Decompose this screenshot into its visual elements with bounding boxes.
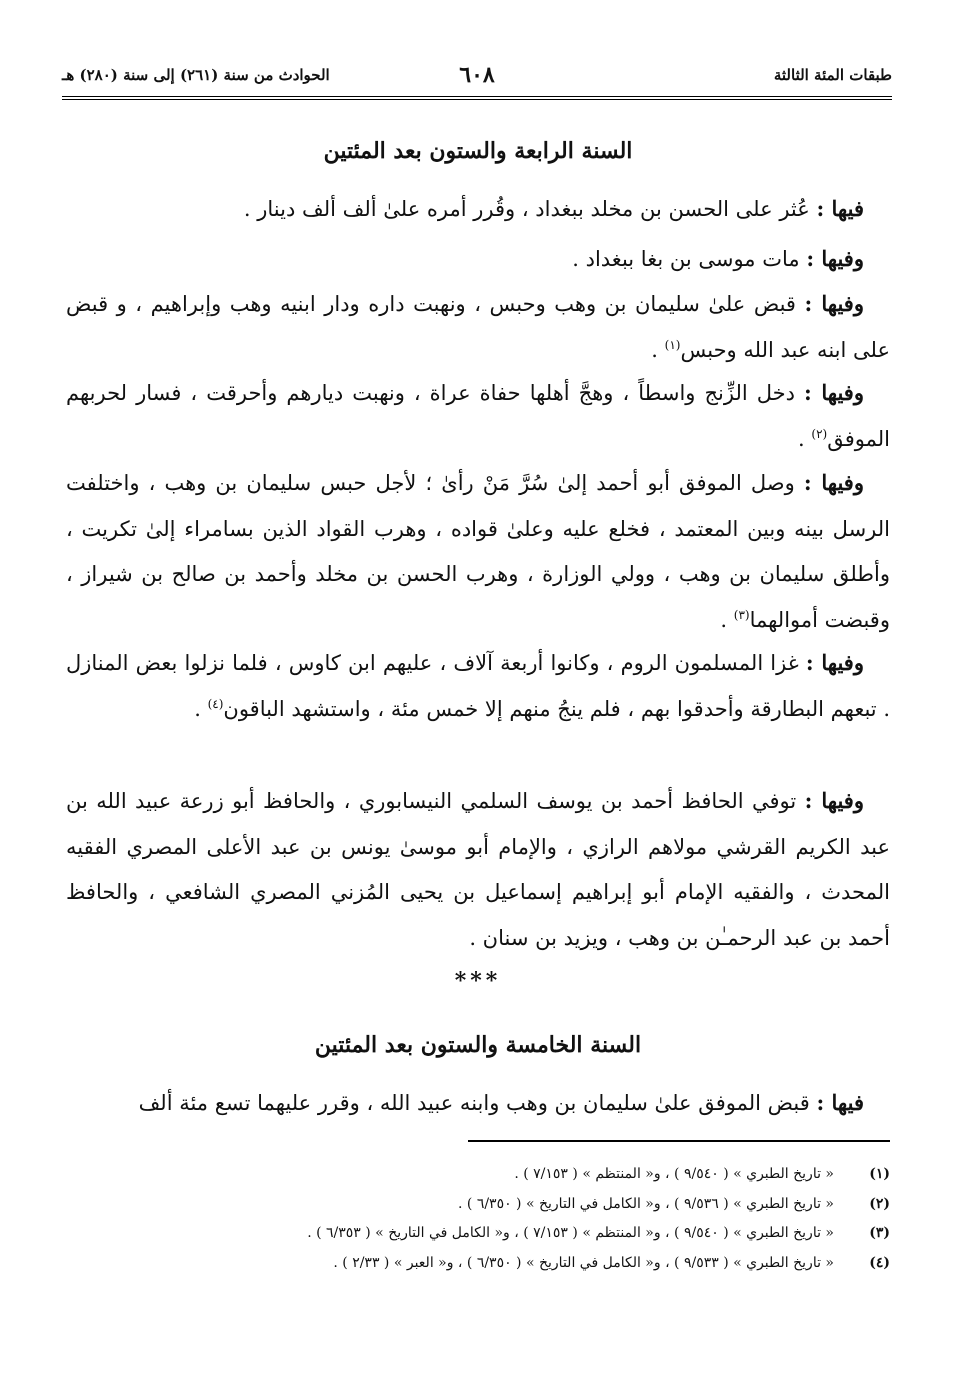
entry-lead: وفيها : [804, 291, 864, 316]
entry-paragraph: وفيها : وصل الموفق أبو أحمد إلىٰ سُرَّ مَنْ رأىٰ ؛ لأجل حبس سليمان بن وهب ، واختلفت الرسل بينه وبين المعتمد ، فخلع عليه وعلىٰ قواده ، وهرب القواد الذين بسامراء إلىٰ تكريت ، وأطلق سليمان بن وهب ، وولي الوزارة ، وهرب الحسن بن مخلد وأحمد بن صالح بن شيراز ، وقبضت أموالهما$^{(٣)}$ . [66, 470, 890, 632]
footnote-ref: (٤) [207, 696, 224, 711]
entry-paragraph [66, 186, 890, 233]
entry-paragraph [66, 778, 890, 961]
entry-paragraph: وفيها : دخل الزِّنج واسطاً ، وهجَّ أهلها حفاة عراة ، ونهبت ديارهم وأحرقت ، فسار لحربهم الموفق$^{(٢)}$ . [66, 380, 890, 451]
footnote-number: (١) [869, 1166, 890, 1182]
entry-paragraph [66, 236, 890, 283]
entry-text: وصل الموفق أبو أحمد إلىٰ سُرَّ مَنْ رأىٰ ؛ لأجل حبس سليمان بن وهب ، واختلفت الرسل بينه وبين المعتمد ، فخلع عليه وعلىٰ قواده ، وهرب القواد الذين بسامراء إلىٰ تكريت ، وأطلق سليمان بن وهب ، وولي الوزارة ، وهرب الحسن بن مخلد وأحمد بن صالح بن شيراز ، وقبضت أموالهما [66, 471, 890, 632]
header-section-range: الحوادث من سنة (٢٦١) إلى سنة (٢٨٠) هـ [62, 66, 330, 84]
section-separator: *** [454, 968, 502, 994]
entry-lead: فيها : [816, 1090, 864, 1115]
footnote-text: « تاريخ الطبري » ( ٩/٥٣٣ ) ، و« الكامل في التاريخ » ( ٦/٣٥٠ ) ، و« العبر » ( ٢/٣٣ ) . [333, 1254, 834, 1271]
entry-text: مات موسى بن بغا ببغداد . [572, 247, 800, 271]
footnote-number: (٢) [869, 1195, 890, 1212]
entry-lead: وفيها : [803, 380, 864, 405]
header-book-title: طبقات المئة الثالثة [773, 66, 892, 84]
footnotes [66, 1160, 890, 1278]
page-number: ٦٠٨ [459, 62, 495, 88]
footnote-ref: (١) [664, 337, 681, 352]
entry-paragraph: وفيها : قبض علىٰ سليمان بن وهب وحبس ، ونهبت داره ودار ابنيه وهب وإبراهيم ، و قبض على ابنه عبد الله وحبس$^{(١)}$ . [66, 291, 890, 362]
entry-lead: وفيها : [806, 246, 864, 271]
footnote-text: « تاريخ الطبري » ( ٩/٥٤٠ ) ، و« المنتظم » ( ٧/١٥٣ ) ، و« الكامل في التاريخ » ( ٦/٣٥٣ ) . [307, 1225, 834, 1241]
footnote-ref: (٣) [733, 607, 750, 622]
section-heading-265: السنة الخامسة والستون بعد المئتين [314, 1032, 642, 1058]
footnote-number: (٣) [869, 1225, 890, 1241]
footnote [66, 1219, 890, 1249]
footnote [66, 1249, 890, 1279]
entry-text: قبض علىٰ سليمان بن وهب وحبس ، ونهبت داره ودار ابنيه وهب وإبراهيم ، و قبض على ابنه عبد الله وحبس [66, 292, 890, 362]
entry-text: عُثر على الحسن بن مخلد ببغداد ، وقُرر أمره علىٰ ألف ألف دينار . [243, 197, 810, 221]
entry-text: قبض الموفق علىٰ سليمان بن وهب وابنه عبيد الله ، وقرر عليهما تسع مئة ألف [138, 1091, 810, 1115]
entry-lead: وفيها : [803, 470, 864, 495]
footnote [66, 1190, 890, 1220]
entry-paragraph [66, 1080, 890, 1127]
entry-paragraph: وفيها : غزا المسلمون الروم ، وكانوا أربعة آلاف ، عليهم ابن كاوس ، فلما نزلوا بعض المنازل . تبعهم البطارقة وأحدقوا بهم ، فلم ينجُ منهم إلا خمس مئة ، واستشهد الباقون$^{(٤)}$ . [66, 650, 890, 721]
entry-text: دخل الزِّنج واسطاً ، وهجَّ أهلها حفاة عراة ، ونهبت ديارهم وأحرقت ، فسار لحربهم الموفق [66, 381, 890, 451]
footnote-text: « تاريخ الطبري » ( ٩/٥٤٠ ) ، و« المنتظم » ( ٧/١٥٣ ) . [514, 1166, 834, 1182]
entry-text: غزا المسلمون الروم ، وكانوا أربعة آلاف ، عليهم ابن كاوس ، فلما نزلوا بعض المنازل . تبعهم البطارقة وأحدقوا بهم ، فلم ينجُ منهم إلا خمس مئة ، واستشهد الباقون [66, 651, 890, 721]
entry-text: توفي الحافظ أحمد بن يوسف السلمي النيسابوري ، والحافظ أبو زرعة عبيد الله بن عبد الكريم القرشي مولاهم الرازي ، والإمام أبو موسىٰ يونس بن عبد الأعلى المصري الفقيه المحدث ، والفقيه الإمام أبو إبراهيم إسماعيل بن يحيى المُزني المصري الشافعي ، والحافظ أحمد بن عبد الرحمـٰن بن وهب ، ويزيد بن سنان . [66, 789, 890, 950]
footnote-ref: (٢) [811, 426, 828, 441]
entry-lead: فيها : [816, 196, 864, 221]
footnote [66, 1160, 890, 1190]
entry-lead: وفيها : [804, 788, 864, 813]
entry-lead: وفيها : [805, 650, 864, 675]
header-rule [62, 96, 892, 100]
footnote-text: « تاريخ الطبري » ( ٩/٥٣٦ ) ، و« الكامل في التاريخ » ( ٦/٣٥٠ ) . [458, 1195, 834, 1212]
running-header [62, 58, 892, 92]
footnote-number: (٤) [869, 1254, 890, 1271]
footnote-rule [468, 1140, 890, 1142]
section-heading-264: السنة الرابعة والستون بعد المئتين [323, 138, 633, 164]
